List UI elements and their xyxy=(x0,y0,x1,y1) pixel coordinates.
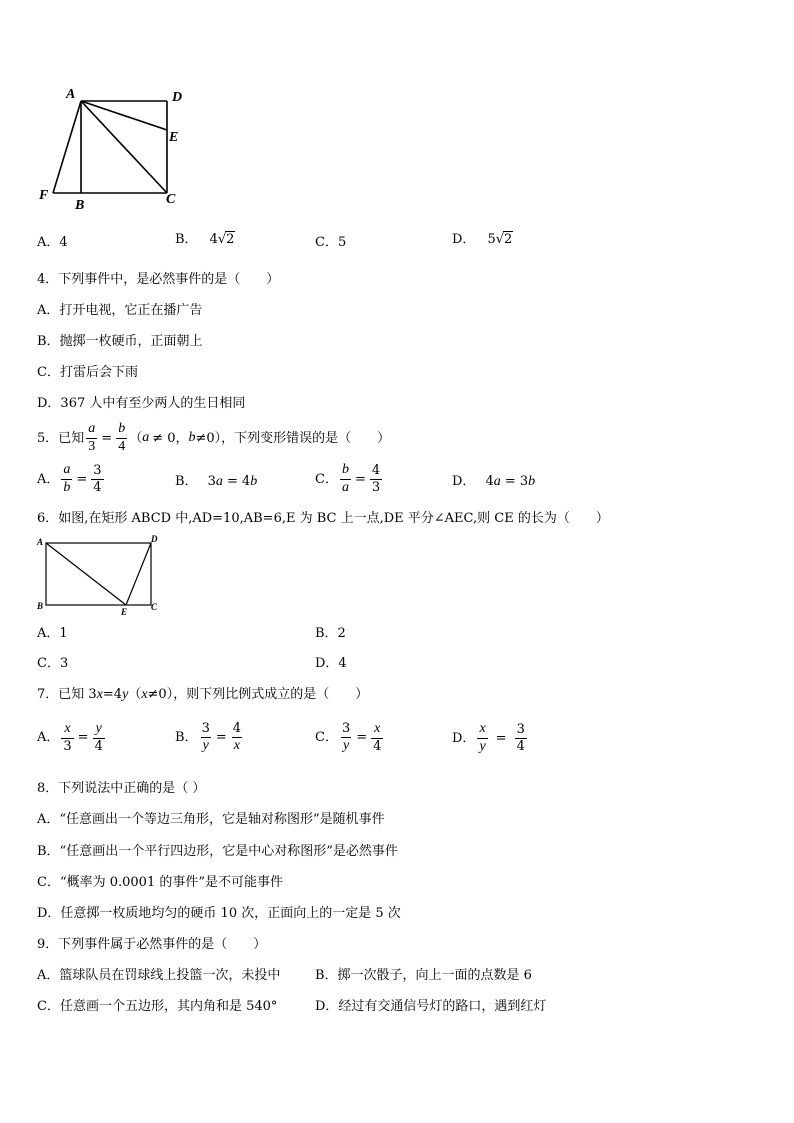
q5-option-c-right-fraction xyxy=(370,464,382,494)
label-d: D xyxy=(151,534,158,544)
rectangle-abcd xyxy=(46,543,151,605)
q3-option-d-coef: 5 xyxy=(487,232,496,247)
q3-option-a-value: 4 xyxy=(59,235,68,250)
q5-option-d-mid: = 3 xyxy=(500,474,529,489)
q3-option-d-letter: D． xyxy=(452,232,476,247)
q5-option-d xyxy=(452,475,535,489)
q8-option-c: C．“概率为 0.0001 的事件”是不可能事件 xyxy=(37,875,283,890)
q5-option-c xyxy=(315,463,384,495)
q6-option-d: D．4 xyxy=(315,656,347,671)
q7-stem-cond-x: x xyxy=(141,687,148,702)
q3-option-b-letter: B． xyxy=(175,232,198,247)
q5-a-r-num: 3 xyxy=(93,463,102,479)
label-b: B xyxy=(75,198,85,212)
q9-option-a: A．篮球队员在罚球线上投篮一次，未投中 xyxy=(37,968,281,983)
q6-stem: 6．如图,在矩形 ABCD 中,AD=10,AB=6,E 为 BC 上一点,DE 平分∠AEC,则 CE 的长为（ ） xyxy=(37,511,609,526)
q3-option-b-sqrt: √2 xyxy=(217,232,235,247)
segment-ae xyxy=(46,543,126,605)
q7-stem xyxy=(37,688,368,702)
q5-stem-prefix: 5．已知 xyxy=(37,430,85,446)
q5-option-d-letter: D． xyxy=(452,474,476,489)
q9-option-b: B．掷一次骰子，向上一面的点数是 6 xyxy=(315,968,532,983)
q7-c-r-den: 4 xyxy=(373,738,382,754)
q7-b-r-den: x xyxy=(233,737,240,753)
q7-option-a-letter: A． xyxy=(37,730,60,746)
segment-af xyxy=(53,101,81,193)
q7-option-c-right-fraction xyxy=(371,722,383,753)
q7-a-l-num: x xyxy=(64,721,71,736)
q8-stem: 8．下列说法中正确的是（ ） xyxy=(37,781,206,796)
q5-option-a xyxy=(37,463,106,495)
q5-a-l-num: a xyxy=(63,462,71,477)
q5-c-l-den: a xyxy=(341,479,349,495)
q5-option-c-eq: = xyxy=(354,471,366,487)
q7-option-b xyxy=(175,722,245,753)
q6-option-c: C．3 xyxy=(37,656,69,671)
q7-option-b-letter: B． xyxy=(175,730,198,746)
q7-option-b-eq: = xyxy=(215,730,227,746)
q9-option-d: D．经过有交通信号灯的路口，遇到红灯 xyxy=(315,999,547,1014)
q7-stem-cond: （ xyxy=(128,687,142,702)
q7-option-a-eq: = xyxy=(77,730,89,746)
q7-b-l-num: 3 xyxy=(201,721,210,736)
figure-square-abcd xyxy=(35,82,195,212)
q7-option-c-left-fraction xyxy=(340,722,352,753)
q5-option-c-left-fraction xyxy=(340,463,351,495)
q7-d-l-den: y xyxy=(479,738,486,754)
label-a: A xyxy=(66,87,76,102)
q7-option-d-eq: = xyxy=(495,730,507,746)
q5-c-l-num: b xyxy=(341,462,349,477)
q5-option-b-letter: B． xyxy=(175,474,198,489)
q7-d-l-num: x xyxy=(479,721,486,736)
label-c: C xyxy=(151,602,158,612)
q3-option-c-value: 5 xyxy=(337,235,347,250)
q5-option-b-var2: b xyxy=(250,474,258,489)
label-b: B xyxy=(37,601,44,611)
q9-stem: 9．下列事件属于必然事件的是（ ） xyxy=(37,937,267,952)
q7-option-a-right-fraction xyxy=(93,722,105,753)
q3-option-c-letter: C． xyxy=(315,235,338,250)
label-e: E xyxy=(121,607,128,617)
q4-option-a: A．打开电视，它正在播广告 xyxy=(37,303,203,318)
q7-stem-prefix: 7．已知 3 xyxy=(37,687,97,702)
q7-option-d-right-fraction xyxy=(515,723,527,753)
q5-option-b-var1: a xyxy=(215,474,223,489)
q5-f2-num: b xyxy=(118,421,126,436)
q8-option-a: A．“任意画出一个等边三角形，它是轴对称图形”是随机事件 xyxy=(37,812,385,827)
q7-option-d-letter: D． xyxy=(452,730,476,746)
q3-option-a xyxy=(37,236,68,249)
q7-d-r-num: 3 xyxy=(516,722,525,738)
q7-stem-x: x xyxy=(96,687,103,702)
label-a: A xyxy=(37,537,44,547)
q5-paren-open: （ xyxy=(129,430,143,446)
q4-stem: 4．下列事件中，是必然事件的是（ ） xyxy=(37,272,280,287)
q4-option-b: B．抛掷一枚硬币，正面朝上 xyxy=(37,334,203,349)
q8-option-b: B．“任意画出一个平行四边形，它是中心对称图形”是必然事件 xyxy=(37,844,398,859)
q7-option-a xyxy=(37,722,107,753)
q3-option-b-radicand: 2 xyxy=(226,232,235,247)
q7-option-d-left-fraction xyxy=(477,722,487,754)
q7-a-r-den: 4 xyxy=(94,738,103,754)
q5-option-c-letter: C． xyxy=(315,471,338,487)
q5-cond-a: a xyxy=(142,430,150,446)
q7-c-r-num: x xyxy=(374,721,381,736)
q5-option-a-letter: A． xyxy=(37,471,60,487)
q7-option-c xyxy=(315,722,385,753)
q5-option-a-left-fraction xyxy=(61,463,72,495)
q3-option-a-letter: A． xyxy=(37,235,60,250)
q6-option-b: B．2 xyxy=(315,626,346,641)
label-f: F xyxy=(39,188,49,203)
q5-option-b-mid: = 4 xyxy=(222,474,251,489)
q5-f2-den: 4 xyxy=(118,438,126,454)
q5-c-r-den: 3 xyxy=(371,479,381,495)
q3-option-c xyxy=(315,236,346,249)
q7-option-b-right-fraction xyxy=(231,722,243,753)
q5-fraction-b-over-4 xyxy=(116,422,127,454)
label-e: E xyxy=(169,130,179,145)
q5-c-r-num: 4 xyxy=(371,463,381,479)
q7-option-c-letter: C． xyxy=(315,730,338,746)
q5-option-a-right-fraction xyxy=(91,464,103,494)
q5-f1-num: a xyxy=(88,421,96,436)
q5-option-d-var2: b xyxy=(528,474,536,489)
q5-option-b xyxy=(175,475,257,489)
figure-rectangle-abcd xyxy=(34,533,169,618)
q7-b-r-num: 4 xyxy=(232,721,242,736)
q5-option-a-eq: = xyxy=(76,471,88,487)
q7-c-l-den: y xyxy=(342,737,350,753)
q5-stem xyxy=(37,422,390,454)
q5-cond-neq: ≠ 0， xyxy=(152,430,189,446)
q4-option-c: C．打雷后会下雨 xyxy=(37,365,138,380)
q5-option-d-l: 4 xyxy=(485,474,494,489)
q5-option-b-l: 3 xyxy=(207,474,216,489)
q7-c-l-num: 3 xyxy=(341,721,351,736)
q3-option-d-radicand: 2 xyxy=(504,232,513,247)
q7-option-b-left-fraction xyxy=(200,722,212,753)
q5-option-d-var1: a xyxy=(493,474,501,489)
q6-option-a: A．1 xyxy=(37,626,68,641)
q9-option-c: C．任意画一个五边形，其内角和是 540° xyxy=(37,999,278,1014)
q7-d-r-den: 4 xyxy=(516,738,525,754)
q7-a-l-den: 3 xyxy=(63,738,72,754)
q5-a-r-den: 4 xyxy=(93,479,102,495)
q5-f1-den: 3 xyxy=(88,438,96,454)
label-d: D xyxy=(172,90,183,105)
q5-a-l-den: b xyxy=(63,479,71,495)
q8-option-d: D．任意掷一枚质地均匀的硬币 10 次，正面向上的一定是 5 次 xyxy=(37,906,401,921)
q3-option-b xyxy=(175,233,235,246)
q7-stem-rest: ≠0），则下列比例式成立的是（ ） xyxy=(147,687,369,702)
q7-option-d xyxy=(452,722,529,754)
q7-stem-mid: =4 xyxy=(102,687,123,702)
q3-option-d-sqrt: √2 xyxy=(495,232,513,247)
q5-stem-eq: = xyxy=(101,430,113,446)
segment-de xyxy=(126,543,151,605)
q7-option-a-left-fraction xyxy=(61,722,73,753)
q4-option-d: D．367 人中有至少两人的生日相同 xyxy=(37,396,246,411)
q7-option-c-eq: = xyxy=(356,730,368,746)
q3-option-b-coef: 4 xyxy=(209,232,218,247)
q5-cond-rest: ≠0），下列变形错误的是（ ） xyxy=(195,430,391,446)
q7-stem-y: y xyxy=(122,687,129,702)
q3-option-d xyxy=(452,233,513,246)
q7-b-l-den: y xyxy=(202,737,209,753)
q7-a-r-num: y xyxy=(95,721,102,736)
label-c: C xyxy=(166,192,176,207)
q5-cond-b: b xyxy=(188,430,196,446)
q5-fraction-a-over-3 xyxy=(86,422,97,454)
